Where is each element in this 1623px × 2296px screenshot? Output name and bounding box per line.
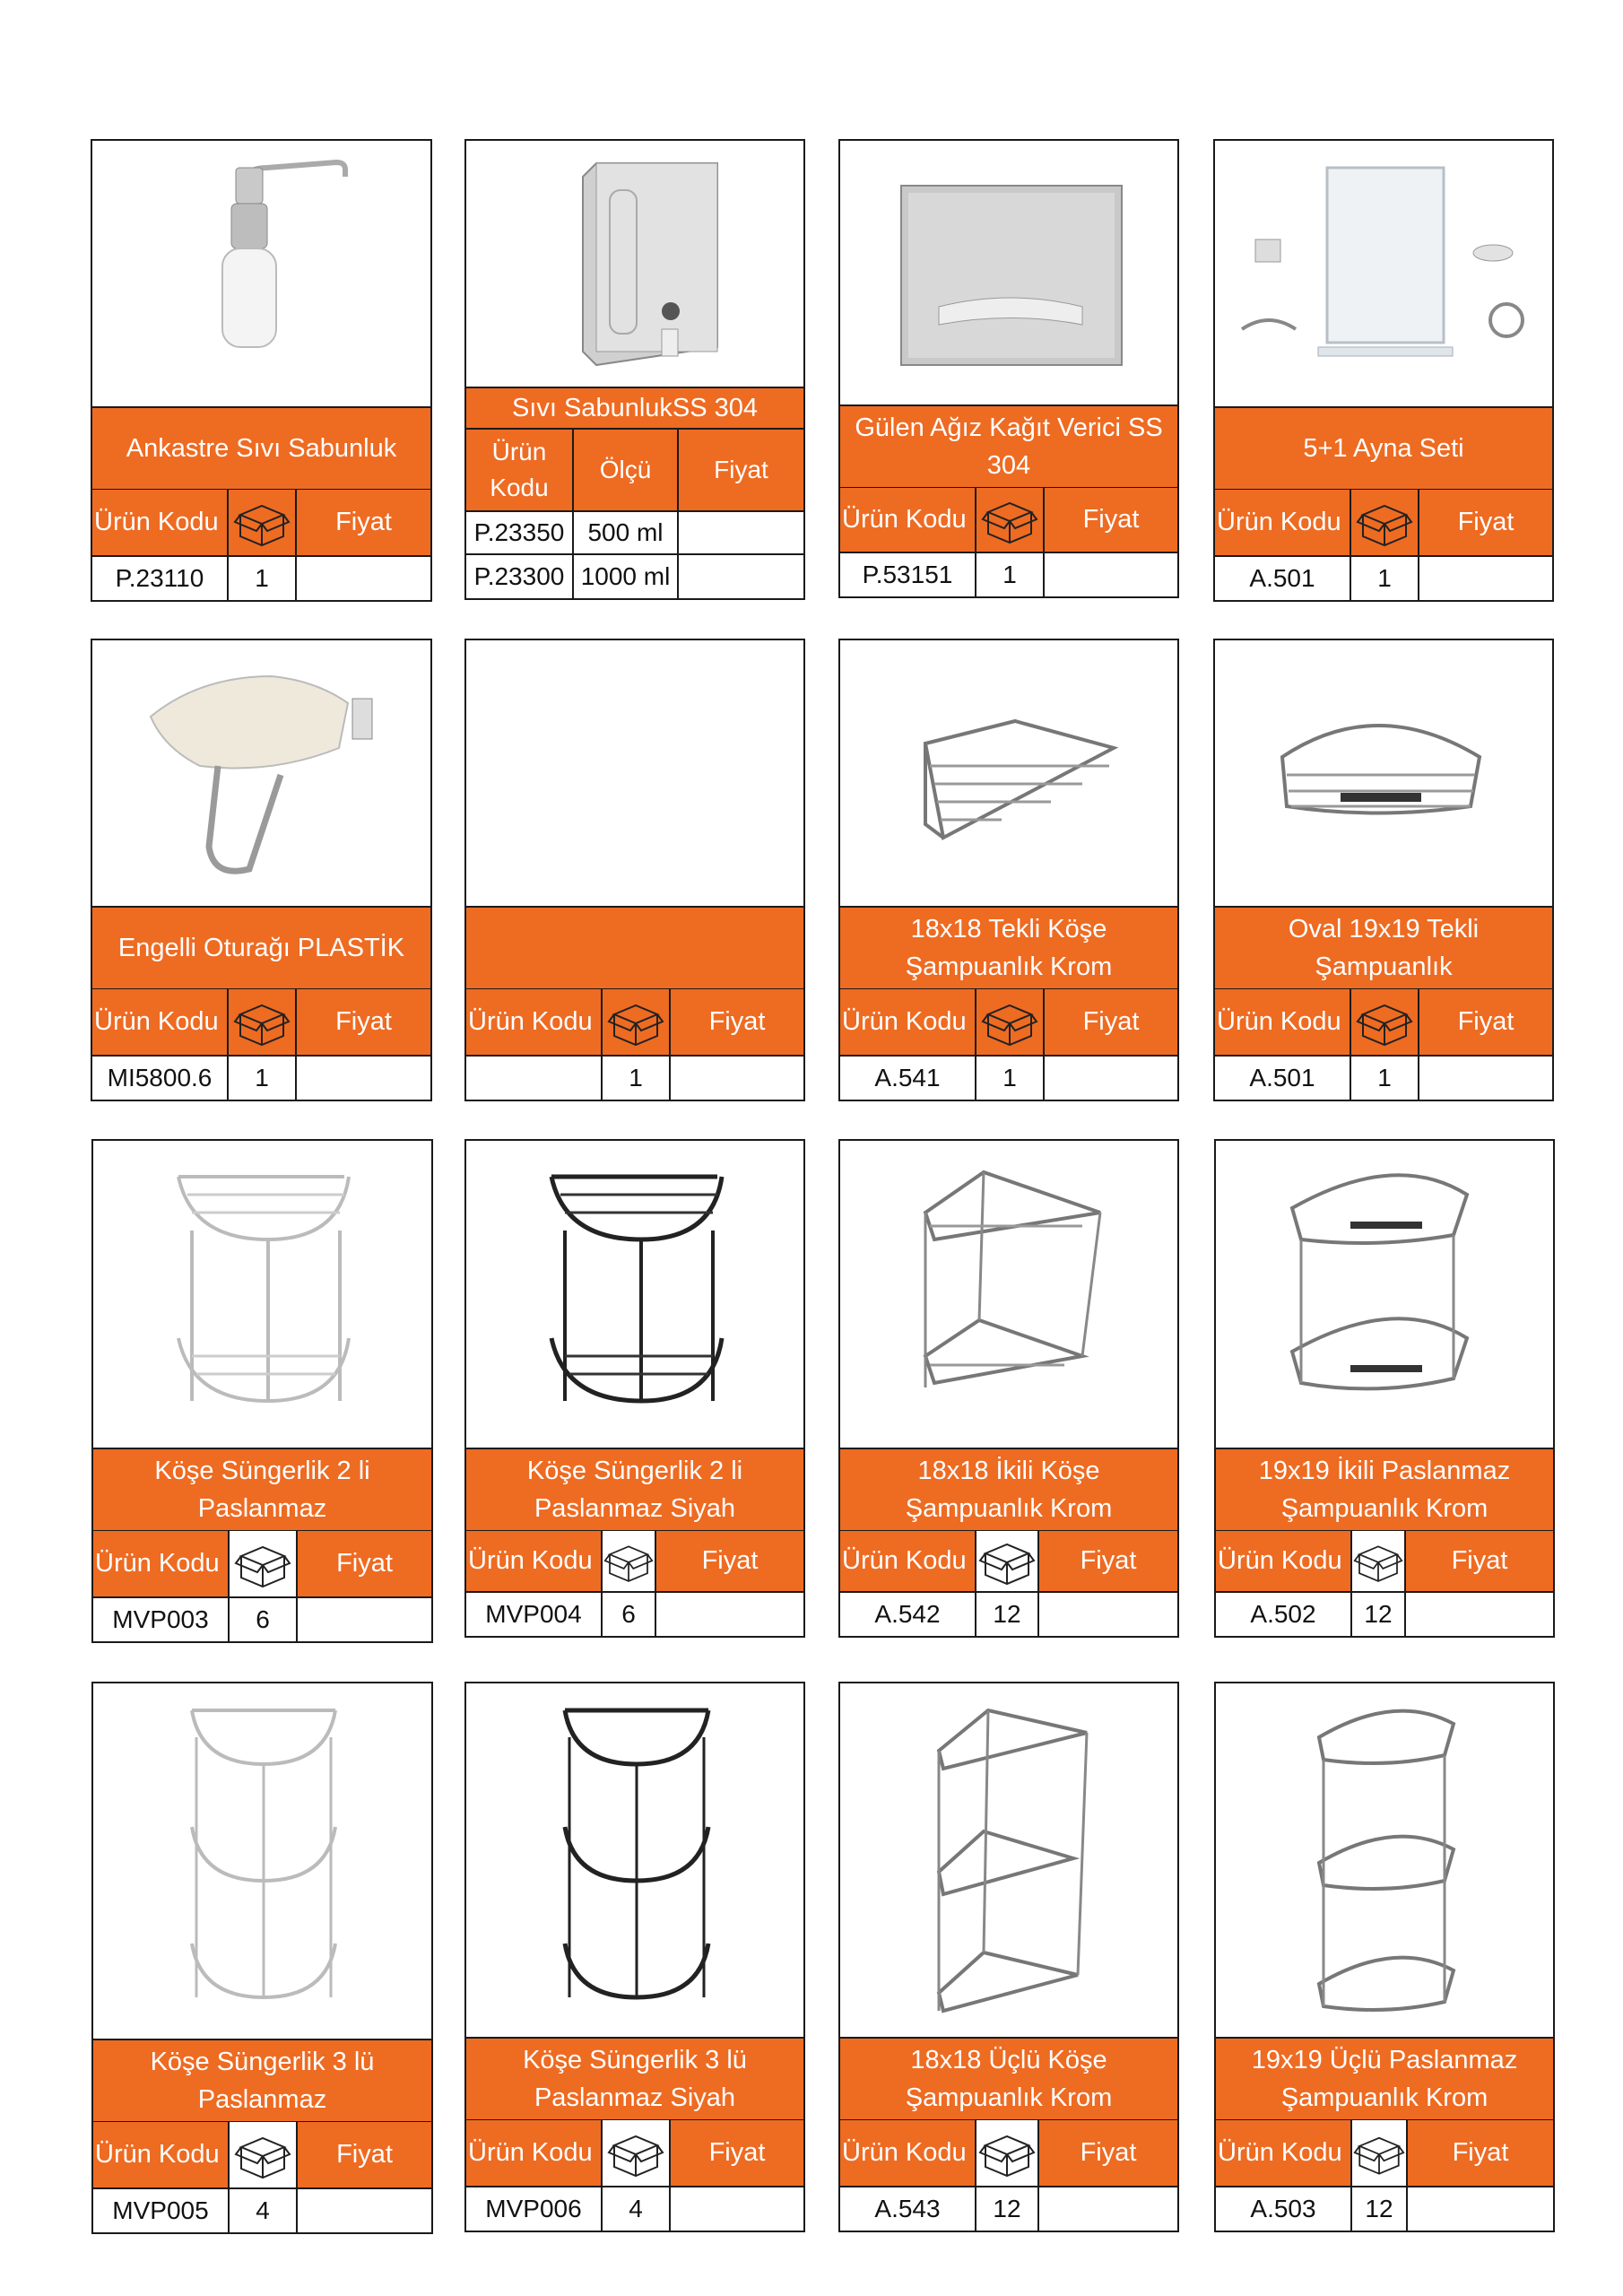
table-row xyxy=(1213,1057,1554,1101)
product-code: A.502 xyxy=(1216,1593,1352,1636)
price-header: Fiyat xyxy=(708,2138,766,2167)
product-card xyxy=(91,1682,433,2234)
price-cell xyxy=(1419,1057,1552,1100)
code-header: Ürün Kodu xyxy=(466,989,603,1055)
price-cell xyxy=(671,1057,803,1100)
table-header xyxy=(91,489,432,557)
package-box-icon xyxy=(1351,490,1419,555)
table-header xyxy=(838,2119,1179,2187)
package-box-icon xyxy=(1352,1531,1406,1591)
price-header: Fiyat xyxy=(1082,1007,1140,1036)
code-header: Ürün Kodu xyxy=(1216,2120,1352,2186)
table-header xyxy=(1213,988,1554,1057)
product-image xyxy=(91,639,432,908)
product-image xyxy=(838,1682,1179,2039)
table-row xyxy=(838,1057,1179,1101)
price-header: Fiyat xyxy=(1457,508,1515,536)
package-qty: 1 xyxy=(229,557,297,600)
package-box-icon xyxy=(603,1531,656,1591)
product-card xyxy=(838,139,1179,598)
price-header: Fiyat xyxy=(1457,1007,1515,1036)
three-tier-rack-icon xyxy=(93,1683,435,2042)
table-row xyxy=(464,510,805,555)
table-row xyxy=(464,2187,805,2232)
two-tier-corner-icon xyxy=(840,1141,1181,1451)
price-cell xyxy=(1039,1593,1177,1636)
package-box-icon xyxy=(1351,989,1419,1055)
table-row xyxy=(91,1598,433,1643)
table-header xyxy=(1213,489,1554,557)
product-image xyxy=(464,639,805,908)
product-card xyxy=(464,1682,805,2232)
product-size: 1000 ml xyxy=(574,555,679,598)
price-cell xyxy=(679,555,803,598)
package-box-icon xyxy=(976,2120,1039,2186)
code-header: Ürün Kodu xyxy=(840,989,976,1055)
product-title: Köşe Süngerlik 3 lü Paslanmaz Siyah xyxy=(464,2039,805,2119)
table-row xyxy=(838,1593,1179,1638)
steel-soap-dispenser-icon xyxy=(466,141,807,390)
table-header xyxy=(91,2121,433,2189)
code-header: Ürün Kodu xyxy=(1216,1531,1352,1591)
product-title: Köşe Süngerlik 2 li Paslanmaz xyxy=(91,1449,433,1530)
table-row xyxy=(91,2189,433,2234)
price-header: Fiyat xyxy=(714,456,768,483)
product-code: MVP003 xyxy=(93,1598,230,1641)
oval-basket-icon xyxy=(1215,640,1556,909)
code-header: Ürün Kodu xyxy=(92,490,229,555)
three-tier-rack-black-icon xyxy=(466,1683,807,2040)
price-header: Fiyat xyxy=(1451,1546,1508,1575)
product-card xyxy=(464,139,805,600)
package-qty: 1 xyxy=(1351,1057,1419,1100)
code-header: Ürün Kodu xyxy=(1215,490,1351,555)
product-size: 500 ml xyxy=(574,512,679,553)
table-header xyxy=(838,487,1179,553)
table-row xyxy=(464,555,805,600)
price-header: Fiyat xyxy=(335,508,392,536)
code-header: Ürün Kodu xyxy=(93,1531,230,1596)
table-header xyxy=(838,1530,1179,1593)
product-code: A.542 xyxy=(840,1593,976,1636)
product-card xyxy=(91,1139,433,1643)
product-code: A.501 xyxy=(1215,1057,1351,1100)
table-row xyxy=(1214,1593,1555,1638)
product-card xyxy=(1214,1139,1555,1638)
product-code: P.23110 xyxy=(92,557,229,600)
table-header xyxy=(1214,2119,1555,2187)
product-title xyxy=(464,908,805,988)
package-box-icon xyxy=(976,989,1045,1055)
product-card xyxy=(838,1682,1179,2232)
product-code: P.53151 xyxy=(840,553,976,596)
table-header xyxy=(91,1530,433,1598)
product-card xyxy=(1213,639,1554,1101)
product-image xyxy=(91,139,432,408)
size-header: Ölçü xyxy=(574,430,679,510)
product-title: Köşe Süngerlik 2 li Paslanmaz Siyah xyxy=(464,1449,805,1530)
two-tier-oval-icon xyxy=(1216,1141,1557,1451)
table-header xyxy=(838,988,1179,1057)
price-cell xyxy=(1408,2187,1553,2231)
price-cell xyxy=(297,1057,430,1100)
product-code: A.503 xyxy=(1216,2187,1352,2231)
package-qty: 12 xyxy=(1352,1593,1406,1636)
code-header: Ürün Kodu xyxy=(840,2120,976,2186)
price-cell xyxy=(298,2189,431,2232)
product-image xyxy=(1213,639,1554,908)
two-tier-rack-black-icon xyxy=(466,1141,807,1451)
table-header xyxy=(1214,1530,1555,1593)
price-header: Fiyat xyxy=(335,1007,392,1036)
product-code: MVP004 xyxy=(466,1593,603,1636)
code-header: Ürün Kodu xyxy=(466,1531,603,1591)
product-image xyxy=(838,1139,1179,1449)
package-qty: 4 xyxy=(230,2189,298,2232)
product-image xyxy=(838,139,1179,406)
product-image xyxy=(464,1139,805,1449)
product-image xyxy=(91,1682,433,2040)
price-cell xyxy=(298,1598,431,1641)
price-cell xyxy=(1419,557,1552,600)
product-code xyxy=(466,1057,603,1100)
code-header: Ürün Kodu xyxy=(93,2122,230,2187)
package-qty: 1 xyxy=(976,553,1045,596)
two-tier-rack-icon xyxy=(93,1141,435,1451)
product-image xyxy=(1213,139,1554,408)
package-qty: 6 xyxy=(603,1593,656,1636)
price-cell xyxy=(1045,553,1177,596)
table-row xyxy=(838,553,1179,598)
table-row xyxy=(91,1057,432,1101)
product-code: A.541 xyxy=(840,1057,976,1100)
package-qty: 1 xyxy=(603,1057,671,1100)
product-code: A.543 xyxy=(840,2187,976,2231)
product-title: Gülen Ağız Kağıt Verici SS 304 xyxy=(838,406,1179,487)
product-code: MVP005 xyxy=(93,2189,230,2232)
package-box-icon xyxy=(1352,2120,1408,2186)
product-code: MI5800.6 xyxy=(92,1057,229,1100)
table-header xyxy=(91,988,432,1057)
table-header xyxy=(464,1530,805,1593)
price-cell xyxy=(297,557,430,600)
mirror-set-icon xyxy=(1215,141,1556,410)
table-row xyxy=(464,1593,805,1638)
table-header xyxy=(464,430,805,510)
product-image xyxy=(464,139,805,388)
product-code: P.23350 xyxy=(466,512,574,553)
price-header: Fiyat xyxy=(1082,505,1140,534)
price-header: Fiyat xyxy=(701,1546,759,1575)
product-title: 18x18 Üçlü Köşe Şampuanlık Krom xyxy=(838,2039,1179,2119)
product-title: 19x19 İkili Paslanmaz Şampuanlık Krom xyxy=(1214,1449,1555,1530)
package-qty: 12 xyxy=(976,1593,1039,1636)
product-title: Köşe Süngerlik 3 lü Paslanmaz xyxy=(91,2040,433,2121)
corner-basket-icon xyxy=(840,640,1181,909)
soap-dispenser-icon xyxy=(92,141,434,410)
package-box-icon xyxy=(603,989,671,1055)
product-title: Sıvı SabunlukSS 304 xyxy=(464,388,805,430)
code-header: Ürün Kodu xyxy=(840,488,976,552)
product-card xyxy=(1214,1682,1555,2232)
code-header: Ürün Kodu xyxy=(840,1531,976,1591)
table-row xyxy=(838,2187,1179,2232)
product-title: 19x19 Üçlü Paslanmaz Şampuanlık Krom xyxy=(1214,2039,1555,2119)
price-cell xyxy=(1045,1057,1177,1100)
code-header: Ürün Kodu xyxy=(466,2120,603,2186)
code-header: Ürün Kodu xyxy=(1215,989,1351,1055)
price-header: Fiyat xyxy=(708,1007,766,1036)
table-header xyxy=(464,988,805,1057)
product-code: A.501 xyxy=(1215,557,1351,600)
product-image xyxy=(838,639,1179,908)
price-cell xyxy=(1039,2187,1177,2231)
product-image xyxy=(1214,1139,1555,1449)
product-image xyxy=(1214,1682,1555,2039)
package-box-icon xyxy=(230,1531,298,1596)
price-header: Fiyat xyxy=(336,1549,393,1578)
product-title: Ankastre Sıvı Sabunluk xyxy=(91,408,432,489)
package-box-icon xyxy=(976,488,1045,552)
price-header: Fiyat xyxy=(336,2140,393,2169)
code-header: Ürün Kodu xyxy=(92,989,229,1055)
package-qty: 12 xyxy=(976,2187,1039,2231)
product-title: Engelli Oturağı PLASTİK xyxy=(91,908,432,988)
paper-towel-dispenser-icon xyxy=(840,141,1181,408)
package-qty: 6 xyxy=(230,1598,298,1641)
product-image xyxy=(91,1139,433,1449)
three-tier-corner-icon xyxy=(840,1683,1181,2040)
shower-seat-icon xyxy=(92,640,434,909)
product-image xyxy=(464,1682,805,2039)
table-row xyxy=(1213,557,1554,602)
code-header: Ürün Kodu xyxy=(466,430,574,510)
product-title: 18x18 Tekli Köşe Şampuanlık Krom xyxy=(838,908,1179,988)
product-card xyxy=(838,639,1179,1101)
product-card xyxy=(838,1139,1179,1638)
package-box-icon xyxy=(229,989,297,1055)
table-row xyxy=(91,557,432,602)
price-header: Fiyat xyxy=(1452,2138,1509,2167)
package-qty: 4 xyxy=(603,2187,671,2231)
product-card xyxy=(91,639,432,1101)
table-header xyxy=(464,2119,805,2187)
package-box-icon xyxy=(230,2122,298,2187)
price-cell xyxy=(656,1593,803,1636)
package-qty: 1 xyxy=(976,1057,1045,1100)
package-qty: 12 xyxy=(1352,2187,1408,2231)
price-cell xyxy=(679,512,803,553)
product-card xyxy=(464,1139,805,1638)
three-tier-oval-icon xyxy=(1216,1683,1557,2040)
price-header: Fiyat xyxy=(1080,1546,1137,1575)
package-box-icon xyxy=(229,490,297,555)
product-card xyxy=(91,139,432,602)
product-title: Oval 19x19 Tekli Şampuanlık xyxy=(1213,908,1554,988)
product-card xyxy=(464,639,805,1101)
product-title: 5+1 Ayna Seti xyxy=(1213,408,1554,489)
product-card xyxy=(1213,139,1554,602)
package-box-icon xyxy=(976,1531,1039,1591)
price-header: Fiyat xyxy=(1080,2138,1137,2167)
product-code: P.23300 xyxy=(466,555,574,598)
product-code: MVP006 xyxy=(466,2187,603,2231)
package-qty: 1 xyxy=(229,1057,297,1100)
price-cell xyxy=(1406,1593,1553,1636)
package-qty: 1 xyxy=(1351,557,1419,600)
table-row xyxy=(464,1057,805,1101)
table-row xyxy=(1214,2187,1555,2232)
product-title: 18x18 İkili Köşe Şampuanlık Krom xyxy=(838,1449,1179,1530)
price-cell xyxy=(671,2187,803,2231)
package-box-icon xyxy=(603,2120,671,2186)
